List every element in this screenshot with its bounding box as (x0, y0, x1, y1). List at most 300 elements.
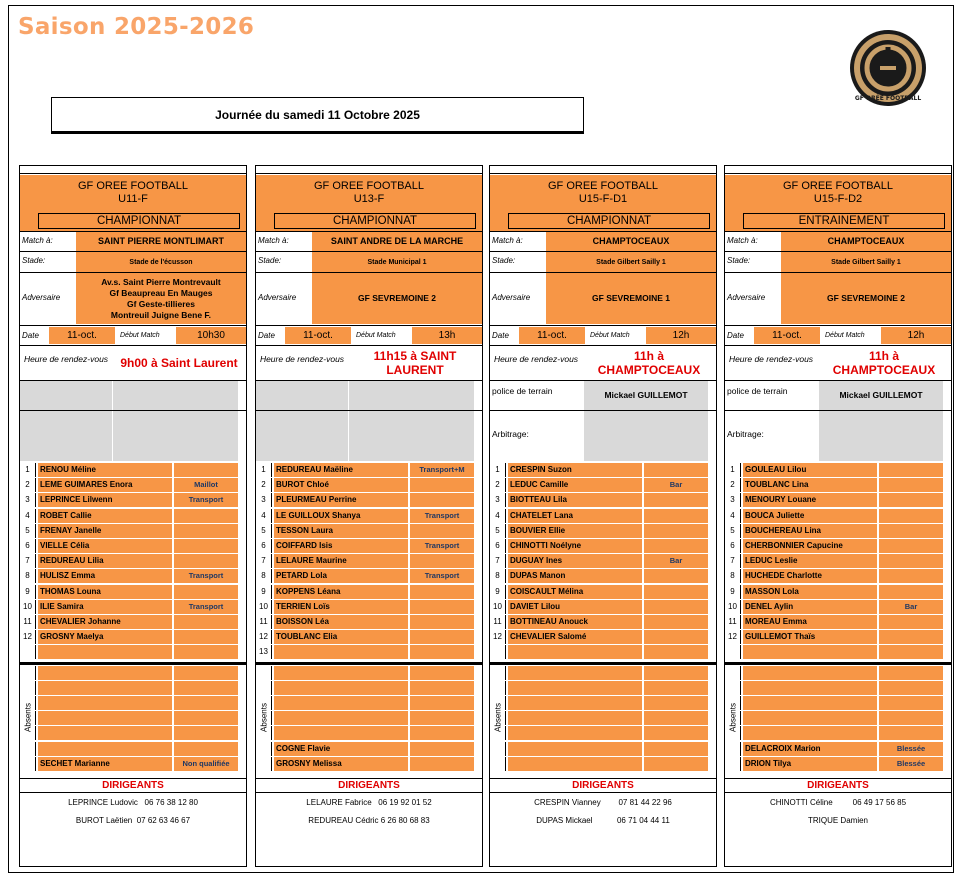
player-row (490, 463, 716, 478)
player-name (38, 645, 172, 659)
absent-name (38, 726, 172, 740)
player-number: 11 (725, 615, 741, 629)
absent-spacer (490, 757, 506, 771)
absent-name: DRION Tilya (743, 757, 877, 771)
player-list (20, 463, 246, 660)
list-separator (490, 662, 716, 665)
player-note: Bar (644, 478, 708, 492)
team-category: U11-F (118, 193, 148, 205)
player-name (274, 645, 408, 659)
player-row (490, 630, 716, 645)
player-row (490, 509, 716, 524)
player-number: 5 (256, 524, 272, 538)
journee-banner: Journée du samedi 11 Octobre 2025 (51, 97, 584, 134)
absent-name: DELACROIX Marion (743, 742, 877, 756)
player-row (256, 539, 482, 554)
player-name: TERRIEN Loïs (274, 600, 408, 614)
opponent-value: GF SEVREMOINE 1 (546, 273, 716, 324)
list-separator (725, 662, 951, 665)
row-rule (256, 325, 482, 326)
absent-name (508, 681, 642, 695)
player-note: Transport (410, 509, 474, 523)
player-name: BOISSON Léa (274, 615, 408, 629)
dirigeant-contact: BUROT Laëtien 07 62 63 46 67 (75, 816, 191, 825)
dirigeants-title: DIRIGEANTS (725, 778, 951, 793)
player-number: 4 (725, 509, 741, 523)
player-row (256, 463, 482, 478)
player-row (725, 630, 951, 645)
player-number: 8 (256, 569, 272, 583)
absent-row (20, 711, 246, 726)
info-cell (20, 411, 112, 461)
team-title (20, 175, 246, 213)
debut-value: 12h (646, 327, 716, 344)
player-note (410, 524, 474, 538)
player-number: 11 (256, 615, 272, 629)
player-row (725, 600, 951, 615)
player-note (644, 509, 708, 523)
player-row (20, 493, 246, 508)
player-row (20, 645, 246, 660)
player-number: 11 (20, 615, 36, 629)
player-row (20, 524, 246, 539)
player-number: 9 (20, 585, 36, 599)
dirigeant-contact: LELAURE Fabrice 06 19 92 01 52 (306, 798, 432, 807)
date-label: Date (727, 331, 744, 340)
stadium-value: Stade Gilbert Sailly 1 (546, 252, 716, 272)
player-row (725, 524, 951, 539)
player-note (410, 600, 474, 614)
player-name: FRENAY Janelle (38, 524, 172, 538)
player-name: REDUREAU Maëline (274, 463, 408, 477)
absent-note (644, 742, 708, 756)
player-number: 2 (490, 478, 506, 492)
player-number: 4 (20, 509, 36, 523)
player-note (174, 645, 238, 659)
police-label: police de terrain (727, 386, 788, 396)
dirigeant-contact: DUPAS Mickael 06 71 04 44 11 (536, 816, 670, 825)
arbitrage-value (819, 411, 943, 461)
date-label: Date (22, 331, 39, 340)
absent-note (879, 726, 943, 740)
player-row (256, 585, 482, 600)
player-number (20, 645, 36, 659)
row-rule (20, 325, 246, 326)
player-number: 10 (20, 600, 36, 614)
player-row (490, 554, 716, 569)
absent-spacer (490, 742, 506, 756)
match-location-value: SAINT ANDRE DE LA MARCHE (312, 232, 482, 251)
absent-name (274, 681, 408, 695)
info-cell (349, 381, 474, 410)
absent-note (410, 757, 474, 771)
dirigeant-contact: REDUREAU Cédric 6 26 80 68 83 (308, 816, 430, 825)
player-note (879, 554, 943, 568)
player-number: 8 (490, 569, 506, 583)
season-title: Saison 2025-2026 (18, 14, 255, 40)
absent-note (410, 696, 474, 710)
club-logo (836, 28, 941, 108)
player-number: 13 (256, 645, 272, 659)
absent-name: SECHET Marianne (38, 757, 172, 771)
player-name: LEME GUIMARES Enora (38, 478, 172, 492)
player-name: LELAURE Maurine (274, 554, 408, 568)
player-list (490, 463, 716, 660)
absent-row (725, 726, 951, 741)
opponent-label: Adversaire (22, 292, 61, 302)
player-name: CHINOTTI Noélyne (508, 539, 642, 553)
absent-note (174, 742, 238, 756)
arbitrage-label: Arbitrage: (727, 429, 764, 439)
row-rule (20, 410, 246, 411)
player-name: TOUBLANC Elia (274, 630, 408, 644)
match-location-value: SAINT PIERRE MONTLIMART (76, 232, 246, 251)
arbitrage-label: Arbitrage: (492, 429, 529, 439)
absent-name (274, 696, 408, 710)
date-label: Date (492, 331, 509, 340)
absents-list (256, 666, 482, 772)
row-rule (490, 410, 716, 411)
player-name: MENOURY Louane (743, 493, 877, 507)
player-number: 12 (725, 630, 741, 644)
absent-row (490, 757, 716, 772)
date-label: Date (258, 331, 275, 340)
player-name: BOUCHEREAU Lina (743, 524, 877, 538)
stadium-value: Stade Municipal 1 (312, 252, 482, 272)
player-number: 11 (490, 615, 506, 629)
player-name: BUROT Chloé (274, 478, 408, 492)
player-name: BIOTTEAU Lila (508, 493, 642, 507)
dirigeant-contact: LEPRINCE Ludovic 06 76 38 12 80 (68, 798, 198, 807)
stadium-value: Stade de l'écusson (76, 252, 246, 272)
player-number: 6 (256, 539, 272, 553)
absent-name (508, 711, 642, 725)
player-note (879, 585, 943, 599)
card-top-rule (256, 173, 482, 174)
absent-note: Blessée (879, 742, 943, 756)
player-row (256, 524, 482, 539)
rdv-label: Heure de rendez-vous (728, 354, 814, 364)
absents-list (725, 666, 951, 772)
player-name: CHERBONNIER Capucine (743, 539, 877, 553)
player-name: LEDUC Leslie (743, 554, 877, 568)
absent-note: Blessée (879, 757, 943, 771)
player-row (256, 600, 482, 615)
player-row (490, 539, 716, 554)
card-top-rule (20, 173, 246, 174)
absent-spacer (20, 666, 36, 680)
player-number: 9 (490, 585, 506, 599)
absent-spacer (725, 742, 741, 756)
absent-name (743, 726, 877, 740)
absent-note (644, 711, 708, 725)
absents-label: Absents (728, 702, 738, 732)
absent-spacer (725, 681, 741, 695)
player-number: 3 (256, 493, 272, 507)
competition-type: CHAMPIONNAT (38, 213, 240, 229)
player-row (490, 524, 716, 539)
absent-note (879, 696, 943, 710)
player-name: MOREAU Emma (743, 615, 877, 629)
debut-value: 13h (412, 327, 482, 344)
competition-type: CHAMPIONNAT (274, 213, 476, 229)
player-row (725, 554, 951, 569)
player-number: 2 (256, 478, 272, 492)
player-note: Bar (644, 554, 708, 568)
absent-spacer (256, 666, 272, 680)
absent-name (508, 696, 642, 710)
absents-label: Absents (259, 702, 269, 732)
absent-row (725, 666, 951, 681)
match-location-value: CHAMPTOCEAUX (781, 232, 951, 251)
player-note (410, 493, 474, 507)
player-row (256, 554, 482, 569)
player-row (256, 645, 482, 660)
opponent-value: GF SEVREMOINE 2 (312, 273, 482, 324)
opponent-value: Av.s. Saint Pierre Montrevault Gf Beaupreau En Mauges Gf Geste-tillieres Montreuil Juigne Bene F. (76, 273, 246, 324)
player-note (879, 478, 943, 492)
absent-spacer (490, 666, 506, 680)
player-note (644, 463, 708, 477)
absent-row (256, 742, 482, 757)
player-number: 5 (490, 524, 506, 538)
player-note (174, 509, 238, 523)
player-note (174, 554, 238, 568)
absent-row (725, 757, 951, 772)
player-name: DUPAS Manon (508, 569, 642, 583)
absents-list (490, 666, 716, 772)
player-note: Transport (174, 600, 238, 614)
player-note (879, 524, 943, 538)
absent-spacer (256, 681, 272, 695)
player-row (256, 569, 482, 584)
rdv-label: Heure de rendez-vous (259, 354, 345, 364)
absent-name: COGNE Flavie (274, 742, 408, 756)
team-card (255, 165, 483, 867)
player-row (20, 463, 246, 478)
player-note: Maillot (174, 478, 238, 492)
player-list (725, 463, 951, 660)
absent-row (725, 696, 951, 711)
absent-note (174, 711, 238, 725)
absent-row (256, 681, 482, 696)
absent-row (20, 681, 246, 696)
list-separator (256, 662, 482, 665)
player-note (174, 585, 238, 599)
player-number: 12 (20, 630, 36, 644)
absents-list (20, 666, 246, 772)
debut-label: Début Match (590, 332, 630, 339)
player-row (20, 630, 246, 645)
logo-text: GF ORÉE FOOTBALL (854, 95, 922, 102)
player-note (879, 509, 943, 523)
absent-note (644, 696, 708, 710)
player-row (725, 569, 951, 584)
player-name: KOPPENS Léana (274, 585, 408, 599)
absent-row (256, 757, 482, 772)
stadium-label: Stade: (492, 256, 516, 265)
absent-note (174, 726, 238, 740)
player-number: 7 (490, 554, 506, 568)
player-number: 4 (490, 509, 506, 523)
player-name: COISCAULT Mélina (508, 585, 642, 599)
absent-note (644, 666, 708, 680)
absent-name (743, 681, 877, 695)
player-note (174, 463, 238, 477)
player-note (174, 539, 238, 553)
player-number: 2 (725, 478, 741, 492)
absent-spacer (20, 681, 36, 695)
club-name: GF OREE FOOTBALL (547, 180, 659, 192)
absent-row (490, 681, 716, 696)
absent-name (743, 666, 877, 680)
stadium-value: Stade Gilbert Sailly 1 (781, 252, 951, 272)
absent-row (490, 696, 716, 711)
player-note (644, 585, 708, 599)
absents-label: Absents (23, 702, 33, 732)
rdv-value: 11h à CHAMPTOCEAUX (832, 348, 936, 377)
player-number: 6 (20, 539, 36, 553)
absent-name (508, 757, 642, 771)
absent-row (490, 742, 716, 757)
absent-spacer (20, 757, 36, 771)
absent-name (38, 711, 172, 725)
player-note (879, 630, 943, 644)
row-rule (256, 410, 482, 411)
debut-label: Début Match (825, 332, 865, 339)
player-number: 2 (20, 478, 36, 492)
player-name: HULISZ Emma (38, 569, 172, 583)
match-location-label: Match à: (492, 235, 523, 245)
player-name: BOUCA Juliette (743, 509, 877, 523)
debut-value: 10h30 (176, 327, 246, 344)
absent-note (644, 681, 708, 695)
player-row (256, 615, 482, 630)
info-cell (20, 381, 112, 410)
absent-spacer (725, 666, 741, 680)
opponent-label: Adversaire (258, 292, 297, 302)
team-card (489, 165, 717, 867)
match-location-value: CHAMPTOCEAUX (546, 232, 716, 251)
stadium-label: Stade: (727, 256, 751, 265)
absent-spacer (256, 757, 272, 771)
player-row (20, 554, 246, 569)
player-number: 6 (490, 539, 506, 553)
arbitrage-value (584, 411, 708, 461)
absent-spacer (725, 757, 741, 771)
club-name: GF OREE FOOTBALL (782, 180, 894, 192)
absent-note: Non qualifiée (174, 757, 238, 771)
info-cell (113, 381, 238, 410)
player-name: GROSNY Maelya (38, 630, 172, 644)
player-name: TOUBLANC Lina (743, 478, 877, 492)
dirigeants-title: DIRIGEANTS (490, 778, 716, 793)
player-note (879, 615, 943, 629)
stadium-label: Stade: (258, 256, 282, 265)
player-note (644, 539, 708, 553)
player-number: 7 (20, 554, 36, 568)
player-row (490, 569, 716, 584)
player-name: THOMAS Louna (38, 585, 172, 599)
player-note (644, 493, 708, 507)
player-row (490, 478, 716, 493)
player-number: 10 (725, 600, 741, 614)
player-name: HUCHEDE Charlotte (743, 569, 877, 583)
police-name: Mickael GUILLEMOT (819, 381, 943, 410)
player-note (410, 630, 474, 644)
player-name: ILIE Samira (38, 600, 172, 614)
card-top-rule (490, 173, 716, 174)
absent-note (410, 711, 474, 725)
absent-name (38, 666, 172, 680)
player-note (410, 478, 474, 492)
competition-type: CHAMPIONNAT (508, 213, 710, 229)
player-note (410, 645, 474, 659)
debut-value: 12h (881, 327, 951, 344)
absent-note (174, 696, 238, 710)
player-note (644, 615, 708, 629)
player-note (410, 585, 474, 599)
absent-name (274, 711, 408, 725)
player-number: 1 (20, 463, 36, 477)
dirigeant-contact: TRIQUE Damien (807, 816, 868, 825)
police-name: Mickael GUILLEMOT (584, 381, 708, 410)
rdv-label: Heure de rendez-vous (493, 354, 579, 364)
player-note: Transport+M (410, 463, 474, 477)
player-name: LEDUC Camille (508, 478, 642, 492)
absent-row (20, 757, 246, 772)
player-note (644, 524, 708, 538)
player-name: ROBET Callie (38, 509, 172, 523)
player-number: 6 (725, 539, 741, 553)
player-number: 10 (256, 600, 272, 614)
row-rule (490, 325, 716, 326)
dirigeant-contact: CHINOTTI Céline 06 49 17 56 85 (769, 798, 907, 807)
player-name: MASSON Lola (743, 585, 877, 599)
opponent-value: GF SEVREMOINE 2 (781, 273, 951, 324)
absent-note (410, 742, 474, 756)
absent-row (20, 726, 246, 741)
player-note: Transport (410, 569, 474, 583)
player-row (490, 600, 716, 615)
absent-name (743, 711, 877, 725)
player-name: LE GUILLOUX Shanya (274, 509, 408, 523)
absent-name (508, 726, 642, 740)
opponent-label: Adversaire (492, 292, 531, 302)
player-note (644, 645, 708, 659)
player-row (256, 478, 482, 493)
player-note (644, 630, 708, 644)
player-name: CRESPIN Suzon (508, 463, 642, 477)
absent-note (410, 726, 474, 740)
absent-row (725, 711, 951, 726)
player-number: 12 (256, 630, 272, 644)
row-rule (725, 410, 951, 411)
opponent-label: Adversaire (727, 292, 766, 302)
player-number: 8 (20, 569, 36, 583)
player-name: DENEL Aylin (743, 600, 877, 614)
player-number: 7 (256, 554, 272, 568)
player-note (879, 539, 943, 553)
player-note (644, 569, 708, 583)
player-name: TESSON Laura (274, 524, 408, 538)
player-row (725, 478, 951, 493)
player-name: RENOU Méline (38, 463, 172, 477)
player-number: 1 (256, 463, 272, 477)
player-row (725, 463, 951, 478)
dirigeants-title: DIRIGEANTS (256, 778, 482, 793)
player-name: GUILLEMOT Thaïs (743, 630, 877, 644)
